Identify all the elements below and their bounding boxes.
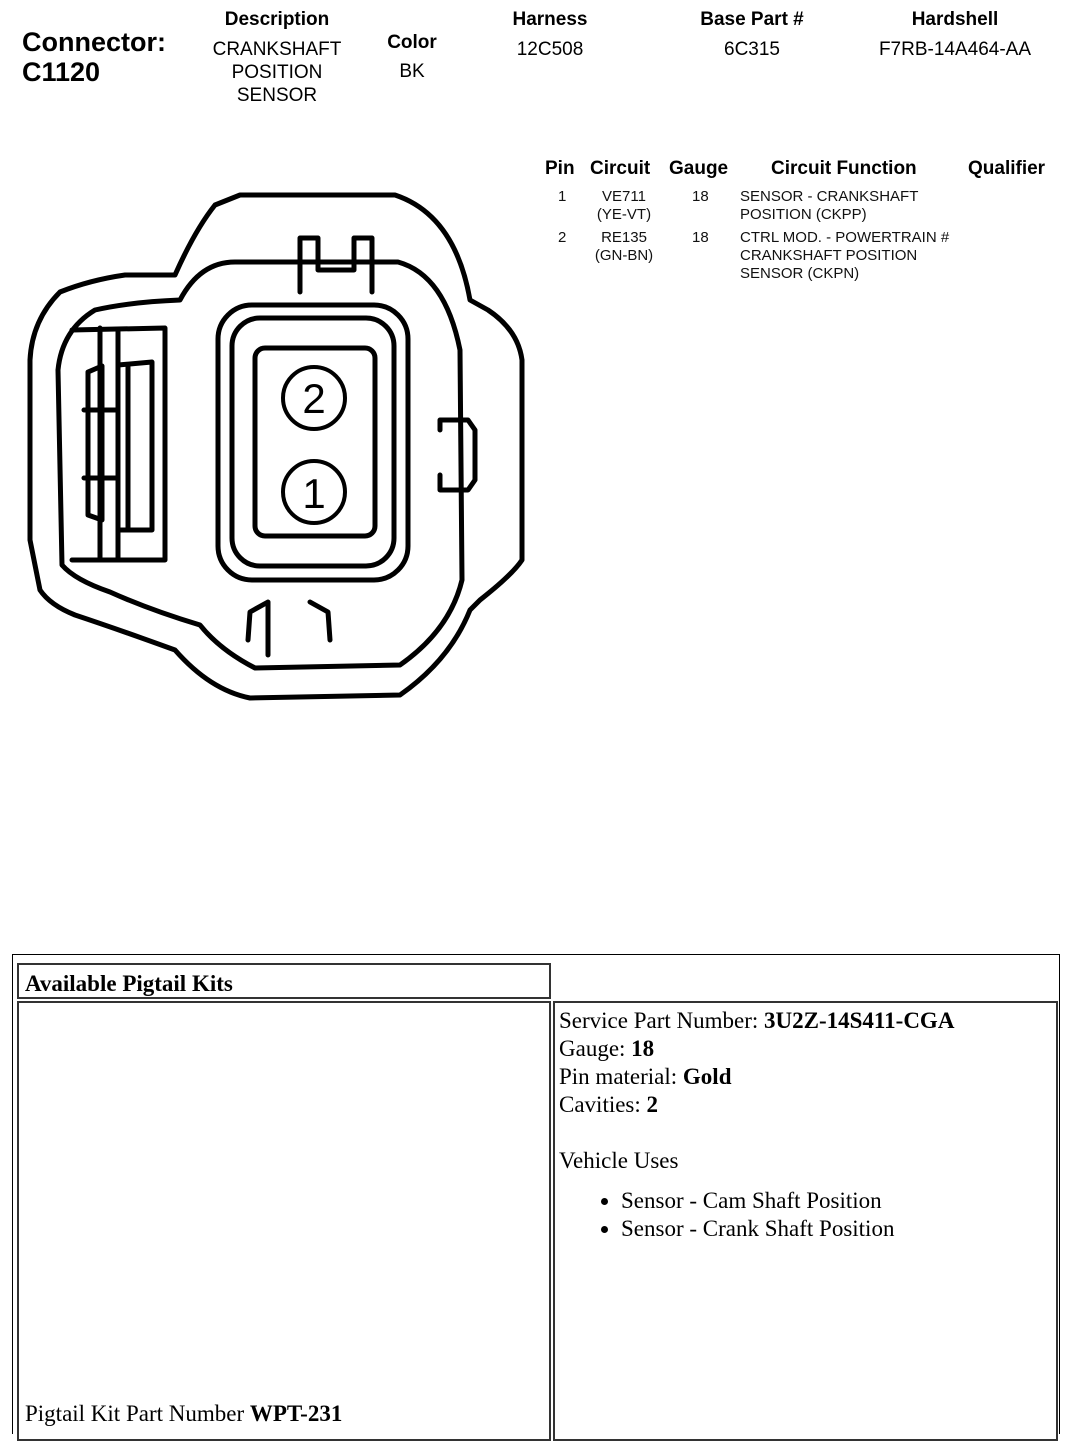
description-label: Description	[224, 9, 330, 30]
function-cell	[740, 229, 949, 283]
function-line: CRANKSHAFT POSITION	[740, 247, 918, 264]
function-header: Circuit Function	[771, 158, 917, 179]
connector-label: Connector:	[22, 27, 166, 57]
hardshell-value: F7RB-14A464-AA	[878, 39, 1032, 60]
function-line: POSITION (CKPP)	[740, 206, 867, 223]
function-line: CTRL MOD. - POWERTRAIN #	[740, 229, 950, 246]
color-value: BK	[399, 61, 425, 82]
connector-face-diagram	[0, 0, 560, 720]
gauge-row	[559, 1035, 1052, 1063]
cavity-1	[283, 461, 345, 523]
circuit-id: RE135	[601, 229, 647, 246]
circuit-header: Circuit	[590, 158, 651, 179]
cavity-2	[283, 367, 345, 429]
cavities-label: Cavities:	[559, 1092, 641, 1117]
gauge-cell: 18	[692, 229, 709, 246]
color-label: Color	[387, 32, 437, 53]
function-cell	[740, 188, 918, 224]
cavity-label-2: 2	[302, 375, 326, 422]
harness-label: Harness	[512, 9, 588, 30]
pin-header: Pin	[545, 158, 575, 179]
gauge-cell: 18	[692, 188, 709, 205]
pigtail-kit-cell	[17, 1001, 551, 1441]
gauge-value: 18	[631, 1036, 655, 1061]
vehicle-use-item: • Sensor - Crank Shaft Position	[621, 1215, 1052, 1243]
left-clip-lock	[88, 366, 102, 520]
function-line: SENSOR - CRANKSHAFT	[740, 188, 919, 205]
cavities-row	[559, 1091, 1052, 1119]
circuit-color: (YE-VT)	[596, 206, 652, 223]
base-part-label: Base Part #	[700, 9, 804, 30]
circuit-color: (GN-BN)	[594, 247, 654, 264]
kit-part-value: WPT-231	[249, 1401, 343, 1426]
kit-part-label: Pigtail Kit Part Number	[25, 1401, 245, 1426]
pigtail-table	[12, 954, 1060, 1434]
kit-part-number	[25, 1401, 342, 1427]
pin-number: 1	[558, 188, 567, 205]
left-clip-tab	[118, 362, 152, 530]
vehicle-uses-list	[559, 1187, 1052, 1243]
service-part-row	[559, 1007, 1052, 1035]
base-part-value: 6C315	[724, 39, 780, 60]
circuit-cell	[584, 229, 664, 265]
top-latch	[300, 238, 372, 292]
circuit-cell	[584, 188, 664, 224]
right-tab	[440, 420, 475, 490]
connector-id: C1120	[22, 57, 101, 87]
pin-material-label: Pin material:	[559, 1064, 678, 1089]
qualifier-header: Qualifier	[968, 158, 1046, 179]
hardshell-block	[860, 9, 1050, 61]
pin-table	[540, 158, 1060, 298]
service-part-label: Service Part Number:	[559, 1008, 759, 1033]
pigtail-title-cell	[17, 963, 551, 999]
harness-value: 12C508	[516, 39, 584, 60]
description-line: SENSOR	[236, 85, 318, 106]
cavities-value: 2	[646, 1092, 659, 1117]
pin-number: 2	[558, 229, 567, 246]
pin-material-value: Gold	[682, 1064, 732, 1089]
function-line: SENSOR (CKPN)	[740, 265, 860, 282]
pin-material-row	[559, 1063, 1052, 1091]
service-part-value: 3U2Z-14S411-CGA	[764, 1008, 955, 1033]
hardshell-label: Hardshell	[911, 9, 999, 30]
cavity-label-1: 1	[302, 470, 326, 517]
vehicle-use-item: • Sensor - Cam Shaft Position	[621, 1187, 1052, 1215]
service-info-cell	[553, 1001, 1058, 1441]
base-part-block	[672, 9, 832, 61]
gauge-header: Gauge	[669, 158, 729, 179]
bottom-latch	[248, 602, 330, 655]
gauge-label: Gauge:	[559, 1036, 626, 1061]
description-line: CRANKSHAFT	[212, 39, 342, 60]
description-line: POSITION	[231, 62, 323, 83]
pigtail-title: Available Pigtail Kits	[25, 971, 233, 996]
circuit-id: VE711	[602, 188, 646, 205]
vehicle-uses-label: Vehicle Uses	[559, 1148, 679, 1173]
